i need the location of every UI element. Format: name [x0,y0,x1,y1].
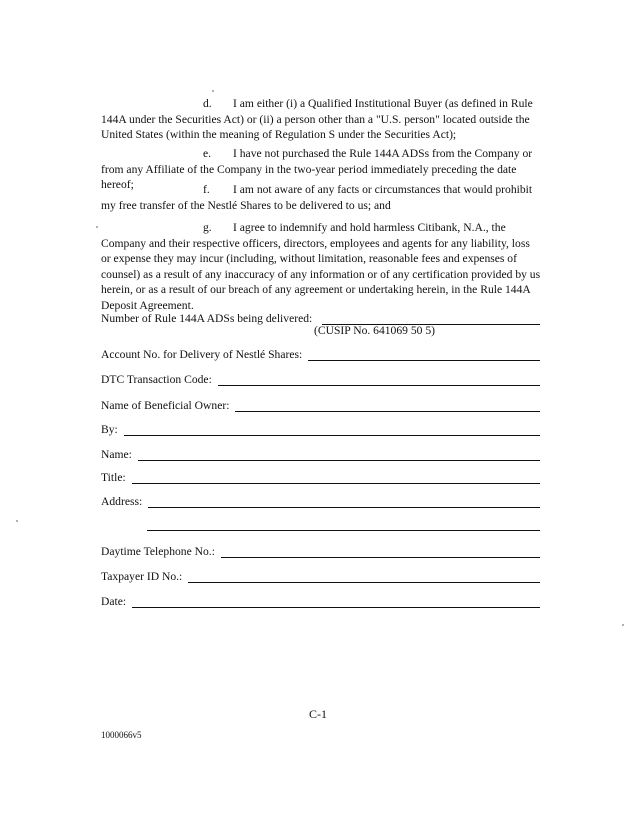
clause-d [101,96,541,143]
name-line[interactable] [138,449,540,461]
clause-f [101,182,541,213]
by-field[interactable] [101,420,540,436]
beneficial-owner-label: Name of Beneficial Owner: [101,399,230,412]
scan-speck [16,520,18,522]
title-field[interactable] [101,468,540,484]
clause-g-text: Company and their respective officers, directors, employees and agents for any liability, loss or expense they may incur (including, without limitation, reasonable fees and expenses of counsel) as a result of any inaccuracy of any information or of any certification provided by us herein, or as a result of our breach of any agreement or undertaking herein, in the Rule 144A Deposit Agreement. [101,236,541,312]
clause-f-first-line: I am not aware of any facts or circumstances that would prohibit [233,183,533,196]
date-line[interactable] [132,596,540,608]
clause-e-number: e. [203,147,212,160]
title-label: Title: [101,471,126,484]
taxpayer-id-field[interactable] [101,567,540,583]
clause-g-first-line: I agree to indemnify and hold harmless Citibank, N.A., the [233,221,506,234]
title-line[interactable] [132,472,540,484]
account-no-label: Account No. for Delivery of Nestlé Shares: [101,348,303,361]
date-label: Date: [101,595,127,608]
dtc-code-line[interactable] [218,374,540,386]
by-label: By: [101,423,118,436]
beneficial-owner-line[interactable] [235,400,540,412]
name-label: Name: [101,448,132,461]
daytime-phone-field[interactable] [101,542,540,558]
clause-f-number: f. [203,183,210,196]
name-field[interactable] [101,445,540,461]
page-number: C-1 [309,707,327,721]
daytime-phone-line[interactable] [221,546,540,558]
address-line-2[interactable] [147,530,540,531]
document-id: 1000066v5 [101,730,142,740]
clause-f-text: my free transfer of the Nestlé Shares to be delivered to us; and [101,198,391,212]
address-label: Address: [101,495,143,508]
clause-g [101,220,541,313]
date-field[interactable] [101,592,540,608]
scan-speck [96,226,98,228]
account-no-field[interactable] [101,345,540,361]
clause-g-number: g. [203,221,212,234]
clause-d-first-line: I am either (i) a Qualified Institutional Buyer (as defined in Rule [233,97,533,110]
scan-speck [622,624,624,626]
scan-speck [212,90,214,92]
dtc-code-field[interactable] [101,370,540,386]
address-field[interactable] [101,492,540,508]
dtc-code-label: DTC Transaction Code: [101,373,212,386]
clause-d-number: d. [203,97,212,110]
clause-d-text: 144A under the Securities Act) or (ii) a person other than a "U.S. person" located outside the United States (within the meaning of Regulation S under the Securities Act); [101,112,530,141]
num-adss-label: Number of Rule 144A ADSs being delivered: [101,312,313,325]
cusip-number: (CUSIP No. 641069 50 5) [314,324,435,337]
account-no-line[interactable] [308,349,540,361]
by-line[interactable] [124,424,540,436]
daytime-phone-label: Daytime Telephone No.: [101,545,215,558]
num-adss-field[interactable] [101,309,540,325]
address-line[interactable] [148,496,540,508]
clause-e-first-line: I have not purchased the Rule 144A ADSs from the Company or [233,147,533,160]
taxpayer-id-line[interactable] [188,571,540,583]
beneficial-owner-field[interactable] [101,396,540,412]
taxpayer-id-label: Taxpayer ID No.: [101,570,183,583]
clause-e-text: from any Affiliate of the Company in the two-year period immediately preceding the date hereof; [101,162,517,191]
